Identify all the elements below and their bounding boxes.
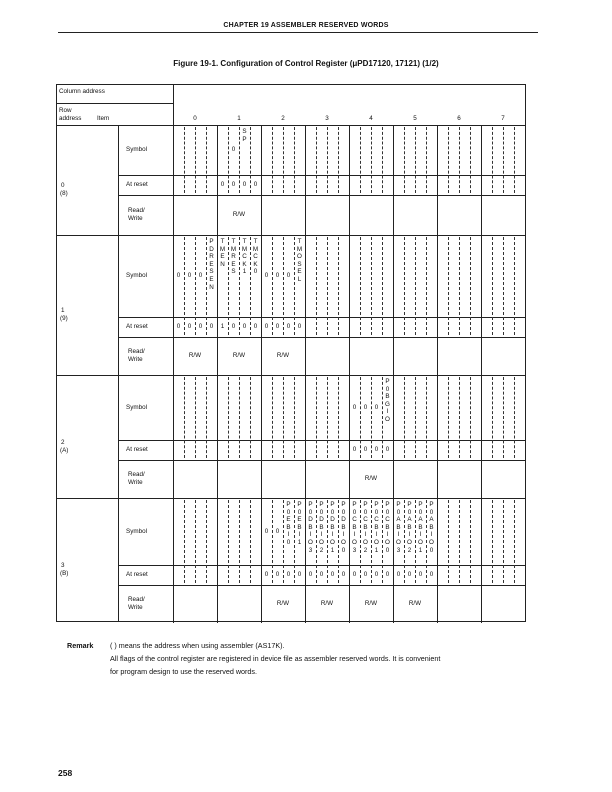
reset-value: 1 xyxy=(220,323,225,330)
bit-symbol: P 0 A B I O 3 xyxy=(396,501,401,554)
read-write-value: R/W xyxy=(276,599,290,607)
reset-value: 0 xyxy=(231,323,236,330)
column-divider xyxy=(437,125,438,623)
bit-symbol: 0 xyxy=(176,272,181,279)
reset-value: 0 xyxy=(275,571,280,578)
bit-separator xyxy=(239,377,240,458)
bit-symbol: 0 xyxy=(352,403,357,411)
reset-value: 0 xyxy=(253,181,258,188)
bit-separator xyxy=(239,237,240,335)
reset-value: 0 xyxy=(275,323,280,330)
column-header-7: 7 xyxy=(501,115,505,122)
bit-separator xyxy=(382,127,383,193)
bit-symbol: P 0 B G I O xyxy=(385,378,390,423)
bit-separator xyxy=(327,237,328,335)
bit-separator xyxy=(316,127,317,193)
read-write-value: R/W xyxy=(364,475,378,482)
reset-value: 0 xyxy=(231,181,236,188)
bit-separator xyxy=(327,500,328,583)
row-divider xyxy=(118,440,525,441)
row-asm-address-3: (B) xyxy=(60,570,69,577)
row-divider xyxy=(118,565,525,566)
bit-separator xyxy=(294,127,295,193)
read-write-value: R/W xyxy=(320,599,334,607)
bit-separator xyxy=(195,127,196,193)
row-divider xyxy=(118,195,525,196)
bit-separator xyxy=(426,377,427,458)
bit-separator xyxy=(503,500,504,583)
bit-symbol: P 0 C B I O 3 xyxy=(352,501,357,554)
bit-symbol: P 0 D B I O 2 xyxy=(319,501,324,554)
item-reset-label: At reset xyxy=(126,446,148,453)
bit-separator xyxy=(470,500,471,583)
bit-symbol: 0 xyxy=(264,527,269,535)
bit-separator xyxy=(415,377,416,458)
reset-value: 0 xyxy=(220,181,225,188)
reset-value: 0 xyxy=(407,571,412,578)
reset-value: 0 xyxy=(297,571,302,578)
bit-separator xyxy=(514,500,515,583)
column-address-label: Column address xyxy=(59,88,105,95)
column-header-6: 6 xyxy=(457,115,461,122)
bit-separator xyxy=(228,500,229,583)
bit-separator xyxy=(382,377,383,458)
column-divider xyxy=(305,125,306,623)
bit-separator xyxy=(415,237,416,335)
bit-separator xyxy=(338,500,339,583)
bit-separator xyxy=(228,127,229,193)
bit-separator xyxy=(514,127,515,193)
bit-separator xyxy=(426,500,427,583)
bit-separator xyxy=(470,377,471,458)
item-rw-label: Write xyxy=(128,603,143,611)
bit-separator xyxy=(294,500,295,583)
bit-symbol: P 0 D B I O 1 xyxy=(330,501,335,554)
column-divider xyxy=(349,125,350,623)
bit-symbol: P 0 E B I 1 xyxy=(297,501,302,546)
bit-symbol: T M C K 0 xyxy=(252,238,259,276)
reset-value: 0 xyxy=(297,323,302,330)
bit-separator xyxy=(272,127,273,193)
column-header-2: 2 xyxy=(281,115,285,122)
bit-separator xyxy=(272,377,273,458)
bit-separator xyxy=(371,237,372,335)
page-number: 258 xyxy=(58,768,73,778)
bit-symbol: T M R E S xyxy=(230,238,237,276)
bit-separator xyxy=(250,237,251,335)
row-divider xyxy=(118,125,119,235)
bit-separator xyxy=(459,237,460,335)
bit-symbol: P 0 D B I O 3 xyxy=(308,501,313,554)
row-asm-address-0: (8) xyxy=(60,190,68,197)
bit-separator xyxy=(371,500,372,583)
row-address-label: address xyxy=(59,115,82,122)
column-header-4: 4 xyxy=(369,115,373,122)
column-header-0: 0 xyxy=(193,115,197,122)
bit-separator xyxy=(283,237,284,335)
bit-separator xyxy=(382,237,383,335)
reset-value: 0 xyxy=(385,446,390,453)
bit-separator xyxy=(316,377,317,458)
row-divider xyxy=(118,460,525,461)
row-address-1: 1 xyxy=(61,307,65,314)
reset-value: 0 xyxy=(363,571,368,578)
reset-value: 0 xyxy=(209,323,214,330)
row-group-divider xyxy=(57,125,525,126)
bit-separator xyxy=(327,377,328,458)
bit-symbol: T M E N xyxy=(219,238,226,268)
row-divider xyxy=(118,585,525,586)
item-rw-label: Read/ xyxy=(128,595,145,603)
bit-symbol: P 0 D B I O 0 xyxy=(341,501,346,554)
column-divider xyxy=(217,125,218,623)
bit-separator xyxy=(239,127,240,193)
reset-value: 0 xyxy=(352,446,357,453)
row-group-divider xyxy=(57,235,525,236)
bit-separator xyxy=(294,237,295,335)
control-register-table xyxy=(56,84,526,622)
bit-separator xyxy=(470,237,471,335)
row-divider xyxy=(118,375,119,498)
reset-value: 0 xyxy=(187,323,192,330)
bit-separator xyxy=(459,377,460,458)
bit-symbol: P 0 C B I O 1 xyxy=(374,501,379,554)
bit-symbol: P 0 A B I O 2 xyxy=(407,501,412,554)
bit-separator xyxy=(404,237,405,335)
bit-separator xyxy=(360,237,361,335)
column-header-5: 5 xyxy=(413,115,417,122)
bit-separator xyxy=(184,500,185,583)
bit-separator xyxy=(283,500,284,583)
read-write-value: R/W xyxy=(364,599,378,607)
column-header-3: 3 xyxy=(325,115,329,122)
row-address-2: 2 xyxy=(61,438,65,446)
reset-value: 0 xyxy=(253,323,258,330)
item-rw-label: Read/ xyxy=(128,348,145,355)
reset-value: 0 xyxy=(242,181,247,188)
bit-separator xyxy=(316,500,317,583)
reset-value: 0 xyxy=(396,571,401,578)
bit-separator xyxy=(492,237,493,335)
bit-symbol: 0 xyxy=(374,403,379,411)
bit-separator xyxy=(404,377,405,458)
item-rw-label: Read/ xyxy=(128,471,145,478)
item-symbol-label: Symbol xyxy=(126,527,147,535)
bit-symbol: T M C K 1 xyxy=(241,238,248,276)
bit-separator xyxy=(206,237,207,335)
row-group-divider xyxy=(57,375,525,376)
reset-value: 0 xyxy=(264,323,269,330)
row-asm-address-2: (A) xyxy=(60,446,69,454)
bit-separator xyxy=(492,500,493,583)
bit-separator xyxy=(459,500,460,583)
bit-separator xyxy=(360,377,361,458)
reset-value: 0 xyxy=(319,571,324,578)
bit-symbol: T M O S E L xyxy=(296,238,303,283)
bit-separator xyxy=(448,237,449,335)
bit-separator xyxy=(327,127,328,193)
bit-separator xyxy=(184,127,185,193)
bit-separator xyxy=(195,500,196,583)
bit-separator xyxy=(459,127,460,193)
bit-separator xyxy=(426,237,427,335)
bit-separator xyxy=(470,127,471,193)
bit-separator xyxy=(338,237,339,335)
item-reset-label: At reset xyxy=(126,181,148,188)
bit-separator xyxy=(371,377,372,458)
reset-value: 0 xyxy=(429,571,434,578)
bit-separator xyxy=(206,500,207,583)
column-divider xyxy=(393,125,394,623)
row-divider xyxy=(118,317,525,318)
row-group-divider xyxy=(57,498,525,499)
bit-separator xyxy=(448,127,449,193)
remark-line-2: All flags of the control register are registered in device file as assembler reserved words. It is convenient xyxy=(110,654,441,663)
reset-value: 0 xyxy=(242,323,247,330)
bit-symbol: P 0 C B I O 2 xyxy=(363,501,368,554)
reset-value: 0 xyxy=(352,571,357,578)
bit-separator xyxy=(294,377,295,458)
bit-separator xyxy=(272,500,273,583)
item-label: Item xyxy=(97,115,110,122)
bit-symbol: 0 xyxy=(187,272,192,279)
row-address-0: 0 xyxy=(61,182,65,189)
bit-separator xyxy=(228,377,229,458)
item-symbol-label: Symbol xyxy=(126,272,147,279)
item-symbol-label: Symbol xyxy=(126,146,147,153)
bit-symbol: 0 xyxy=(264,272,269,279)
row-address-label: Row xyxy=(59,107,72,114)
item-reset-label: At reset xyxy=(126,571,148,578)
bit-separator xyxy=(503,377,504,458)
bit-separator xyxy=(371,127,372,193)
bit-separator xyxy=(404,500,405,583)
bit-symbol: P D R E S E N xyxy=(209,238,214,291)
bit-separator xyxy=(415,500,416,583)
bit-symbol: P 0 A B I O 1 xyxy=(418,501,423,554)
bit-symbol: 0 xyxy=(198,272,203,279)
bit-separator xyxy=(382,500,383,583)
bit-separator xyxy=(283,127,284,193)
bit-separator xyxy=(360,500,361,583)
bit-separator xyxy=(283,377,284,458)
item-reset-label: At reset xyxy=(126,323,148,330)
reset-value: 0 xyxy=(308,571,313,578)
bit-separator xyxy=(206,377,207,458)
bit-separator xyxy=(503,237,504,335)
column-header-1: 1 xyxy=(237,115,241,122)
read-write-value: R/W xyxy=(276,352,290,359)
bit-separator xyxy=(492,127,493,193)
bit-separator xyxy=(228,237,229,335)
bit-symbol: 0 xyxy=(231,146,236,153)
bit-separator xyxy=(514,377,515,458)
item-symbol-label: Symbol xyxy=(126,403,147,411)
read-write-value: R/W xyxy=(188,352,202,359)
row-address-3: 3 xyxy=(61,562,65,569)
reset-value: 0 xyxy=(330,571,335,578)
bit-separator xyxy=(195,237,196,335)
reset-value: 0 xyxy=(176,323,181,330)
bit-separator xyxy=(272,237,273,335)
column-divider xyxy=(481,125,482,623)
bit-symbol: 0 xyxy=(275,527,280,535)
bit-separator xyxy=(316,237,317,335)
reset-value: 0 xyxy=(385,571,390,578)
reset-value: 0 xyxy=(418,571,423,578)
bit-separator xyxy=(415,127,416,193)
read-write-value: R/W xyxy=(232,211,246,218)
bit-separator xyxy=(338,377,339,458)
reset-value: 0 xyxy=(374,446,379,453)
bit-separator xyxy=(239,500,240,583)
bit-separator xyxy=(448,377,449,458)
bit-separator xyxy=(250,377,251,458)
reset-value: 0 xyxy=(264,571,269,578)
read-write-value: R/W xyxy=(232,352,246,359)
header-divider xyxy=(57,103,173,104)
bit-symbol: P 0 E B I 0 xyxy=(286,501,291,546)
bit-separator xyxy=(250,500,251,583)
reset-value: 0 xyxy=(374,571,379,578)
reset-value: 0 xyxy=(341,571,346,578)
row-divider xyxy=(118,498,119,622)
figure-title: Figure 19-1. Configuration of Control Register (μPD17120, 17121) (1/2) xyxy=(173,59,439,68)
row-divider xyxy=(118,235,119,375)
bit-separator xyxy=(360,127,361,193)
remark-line-3: for program design to use the reserved words. xyxy=(110,667,258,676)
bit-symbol: S P xyxy=(242,128,247,143)
item-rw-label: Write xyxy=(128,479,143,486)
bit-symbol: 0 xyxy=(275,272,280,279)
column-divider xyxy=(261,125,262,623)
row-asm-address-1: (9) xyxy=(60,315,68,322)
bit-separator xyxy=(184,377,185,458)
bit-separator xyxy=(184,237,185,335)
bit-separator xyxy=(503,127,504,193)
bit-symbol: P 0 A B I O 0 xyxy=(429,501,434,554)
row-divider xyxy=(118,175,525,176)
bit-separator xyxy=(404,127,405,193)
remark-label: Remark xyxy=(67,641,94,650)
bit-symbol: 0 xyxy=(286,272,291,279)
bit-separator xyxy=(448,500,449,583)
reset-value: 0 xyxy=(198,323,203,330)
reset-value: 0 xyxy=(286,571,291,578)
reset-value: 0 xyxy=(286,323,291,330)
row-divider xyxy=(118,337,525,338)
bit-separator xyxy=(514,237,515,335)
bit-separator xyxy=(195,377,196,458)
item-rw-label: Read/ xyxy=(128,207,145,214)
bit-symbol: 0 xyxy=(363,403,368,411)
reset-value: 0 xyxy=(363,446,368,453)
item-rw-label: Write xyxy=(128,215,143,222)
header-rule xyxy=(58,32,538,33)
bit-separator xyxy=(492,377,493,458)
bit-separator xyxy=(250,127,251,193)
bit-separator xyxy=(426,127,427,193)
bit-symbol: P 0 C B I O 0 xyxy=(385,501,390,554)
remark-line-1: ( ) means the address when using assembler (AS17K). xyxy=(110,641,285,650)
bit-separator xyxy=(206,127,207,193)
chapter-header: CHAPTER 19 ASSEMBLER RESERVED WORDS xyxy=(223,22,389,29)
read-write-value: R/W xyxy=(408,599,422,607)
item-rw-label: Write xyxy=(128,356,143,363)
bit-separator xyxy=(338,127,339,193)
